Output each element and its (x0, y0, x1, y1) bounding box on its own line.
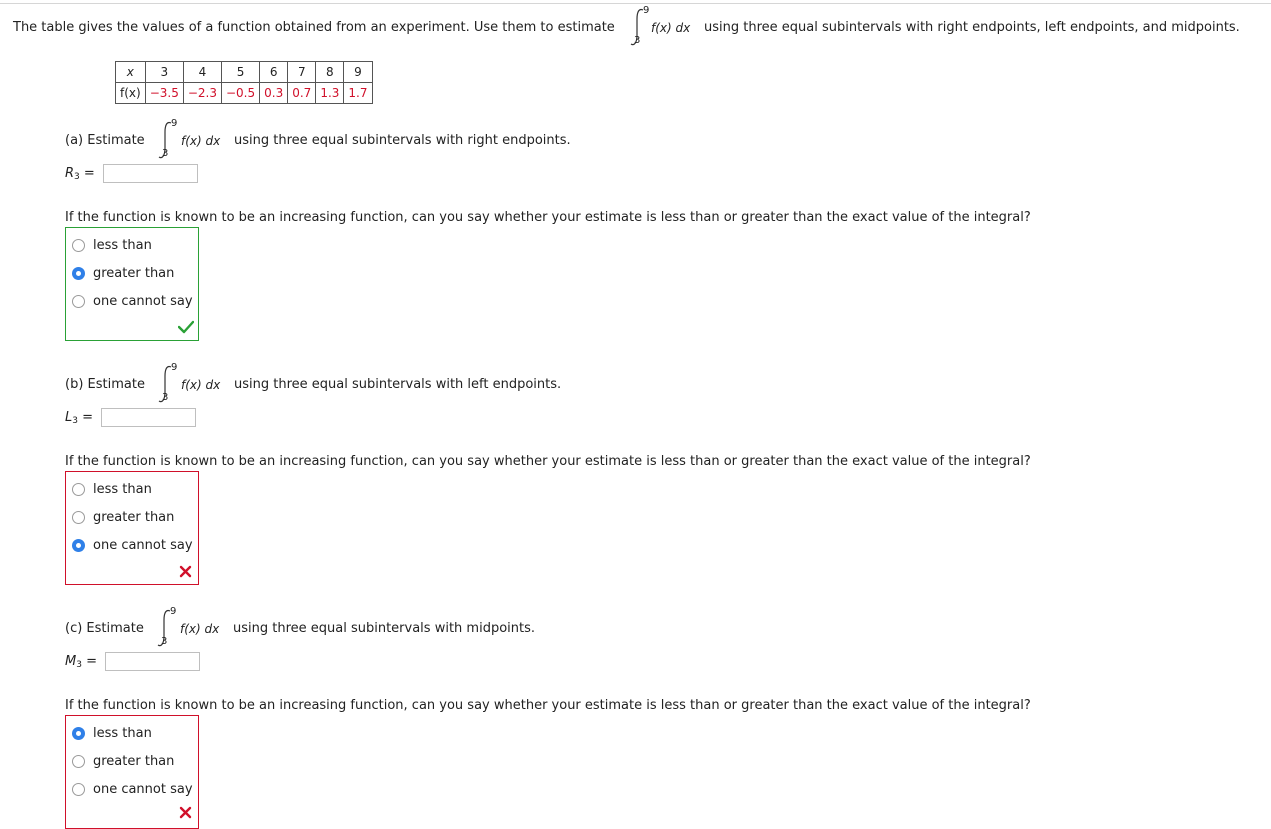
option-label: greater than (93, 510, 175, 525)
part-a-option-cannot-say[interactable] (72, 294, 193, 309)
part-b-desc: using three equal subintervals with left endpoints. (234, 377, 562, 392)
option-label: one cannot say (93, 782, 193, 797)
part-b-question: If the function is known to be an increasing function, can you say whether your estimate is less than or greater than the exact value of the integral? (65, 454, 1031, 469)
part-c-option-cannot-say[interactable] (72, 782, 193, 797)
option-label: greater than (93, 754, 175, 769)
part-a-integrand: f(x) dx (181, 134, 221, 148)
option-label: greater than (93, 266, 175, 281)
part-a-desc: using three equal subintervals with right endpoints. (234, 133, 571, 148)
table-cell: 1.3 (316, 83, 344, 104)
part-a-option-less-than[interactable] (72, 238, 152, 253)
table-cell: −3.5 (145, 83, 183, 104)
part-c-question: If the function is known to be an increasing function, can you say whether your estimate is less than or greater than the exact value of the integral? (65, 698, 1031, 713)
checkmark-icon (178, 320, 194, 334)
equals-sign: = (82, 410, 94, 425)
upper-limit: 9 (170, 606, 177, 617)
table-cell: 0.7 (288, 83, 316, 104)
table-cell: 4 (183, 62, 221, 83)
intro-integrand: f(x) dx (651, 21, 691, 35)
part-b-choice-box (65, 471, 199, 585)
part-c-desc: using three equal subintervals with midpoints. (233, 621, 536, 636)
table-cell: 3 (145, 62, 183, 83)
lower-limit: 3 (634, 35, 641, 46)
part-a-label: (a) Estimate (65, 133, 145, 148)
table-cell: 9 (344, 62, 372, 83)
part-a-choice-box (65, 227, 199, 341)
part-b-option-greater-than[interactable] (72, 510, 174, 525)
table-cell: 6 (260, 62, 288, 83)
lower-limit: 3 (162, 392, 169, 403)
var-subscript: 3 (76, 660, 82, 670)
intro-text: The table gives the values of a function obtained from an experiment. Use them to estimate (13, 20, 615, 35)
cross-icon (179, 565, 192, 578)
table-cell: 5 (221, 62, 259, 83)
upper-limit: 9 (171, 362, 178, 373)
table-row-x (116, 62, 373, 83)
radio-button-selected[interactable] (72, 267, 85, 280)
table-header-x: x (116, 62, 146, 83)
m3-answer-input[interactable] (105, 652, 200, 671)
r3-answer-input[interactable] (103, 164, 198, 183)
equals-sign: = (83, 166, 95, 181)
table-cell: 7 (288, 62, 316, 83)
var-letter: M (65, 654, 77, 669)
part-c-label: (c) Estimate (65, 621, 144, 636)
part-c-option-less-than[interactable] (72, 726, 152, 741)
option-label: less than (93, 482, 152, 497)
table-cell: 0.3 (260, 83, 288, 104)
lower-limit: 3 (161, 636, 168, 647)
table-row-fx (116, 83, 373, 104)
part-a-option-greater-than[interactable] (72, 266, 174, 281)
upper-limit: 9 (643, 5, 650, 16)
equals-sign: = (86, 654, 97, 669)
top-divider (0, 3, 1271, 4)
part-b-label: (b) Estimate (65, 377, 145, 392)
part-a-var (65, 166, 95, 182)
part-b-option-less-than[interactable] (72, 482, 152, 497)
lower-limit: 3 (162, 148, 169, 159)
radio-button[interactable] (72, 755, 85, 768)
cross-icon (179, 806, 192, 819)
part-b-integrand: f(x) dx (181, 378, 221, 392)
table-cell: 8 (316, 62, 344, 83)
upper-limit: 9 (171, 118, 178, 129)
l3-answer-input[interactable] (101, 408, 196, 427)
var-letter: L (65, 410, 73, 425)
radio-button[interactable] (72, 511, 85, 524)
function-values-table (115, 61, 373, 104)
option-label: less than (93, 238, 152, 253)
option-label: one cannot say (93, 538, 193, 553)
radio-button-selected[interactable] (72, 539, 85, 552)
var-subscript: 3 (74, 172, 80, 182)
part-b-var (65, 410, 93, 426)
part-c-integrand: f(x) dx (180, 622, 220, 636)
radio-button[interactable] (72, 295, 85, 308)
radio-button[interactable] (72, 483, 85, 496)
option-label: less than (93, 726, 152, 741)
radio-button-selected[interactable] (72, 727, 85, 740)
radio-button[interactable] (72, 783, 85, 796)
table-header-fx: f(x) (116, 83, 146, 104)
table-cell: 1.7 (344, 83, 372, 104)
var-letter: R (65, 166, 75, 181)
part-a-question: If the function is known to be an increasing function, can you say whether your estimate is less than or greater than the exact value of the integral? (65, 210, 1031, 225)
radio-button[interactable] (72, 239, 85, 252)
part-c-option-greater-than[interactable] (72, 754, 174, 769)
part-c-var (65, 654, 97, 670)
table-cell: −0.5 (221, 83, 259, 104)
intro-tail: using three equal subintervals with right endpoints, left endpoints, and midpoints. (704, 20, 1240, 35)
option-label: one cannot say (93, 294, 193, 309)
part-b-option-cannot-say[interactable] (72, 538, 193, 553)
table-cell: −2.3 (183, 83, 221, 104)
var-subscript: 3 (72, 416, 78, 426)
